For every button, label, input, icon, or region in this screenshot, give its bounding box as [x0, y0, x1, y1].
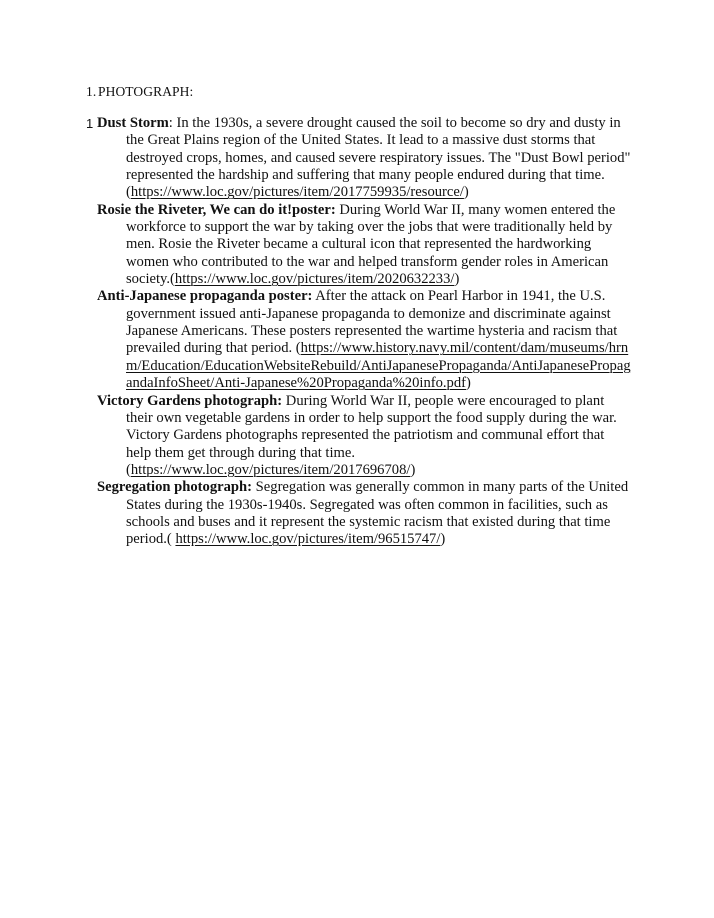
entry-body: After the attack on Pearl Harbor in 1941, the U.S. government issued anti-Japanese propaganda to demonize and discriminate against Japanese Americans. These posters represented the wartime hysteria and racism that prevailed during that period. ( [126, 288, 618, 357]
list-item-segregation [97, 479, 632, 548]
source-link[interactable]: https://www.loc.gov/pictures/item/2017696708/ [130, 461, 411, 478]
list-item-dust-storm [86, 115, 632, 202]
list-item-rosie-the-riveter [97, 201, 632, 289]
source-link[interactable]: https://www.loc.gov/pictures/item/96515747/ [175, 531, 441, 548]
source-link[interactable]: https://www.loc.gov/pictures/item/2020632233/ [174, 271, 455, 288]
section-heading [86, 84, 193, 100]
entry-title: Rosie the Riveter, We can do it!poster: [97, 201, 336, 218]
entry-tail: ) [463, 184, 469, 201]
list-item-anti-japanese-propaganda [97, 288, 632, 392]
source-link[interactable]: https://www.history.navy.mil/content/dam/museums/hrnm/Education/EducationWebsiteRebuild/AntiJapanesePropaganda/AntiJapanesePropagandaInfoSheet/Anti-Japanese%20Propaganda%20info.pdf [126, 340, 631, 392]
entry-title: Dust Storm [97, 115, 169, 131]
entry-body: During World War II, many women entered the workforce to support the war by taking over the jobs that were traditionally held by men. Rosie the Riveter became a cultural icon that represented the hardworking women who contributed to the war and helped transform gender roles in American society.( [126, 201, 616, 288]
entry-tail: ) [466, 375, 471, 392]
source-link[interactable]: https://www.loc.gov/pictures/item/2017759935/resource/ [130, 184, 464, 201]
entry-list [0, 115, 714, 549]
entry-body: In the 1930s, a severe drought caused the soil to become so dry and dusty in the Great Plains region of the United States. It lead to a massive dust storms that destroyed crops, homes, and caused severe respiratory issues. The "Dust Bowl period" represented the hardship and suffering that many people endured during that time. ( [126, 115, 631, 201]
entry-separator: : [168, 115, 177, 131]
entry-tail: ) [410, 461, 416, 478]
list-marker: 1 [86, 116, 94, 131]
entry-tail: ) [454, 271, 460, 288]
entry-body: During World War II, people were encouraged to plant their own vegetable gardens in order to help support the food supply during the war. Victory Gardens photographs represented the patriotism and communal effort that help them get through during that time. ( [126, 392, 617, 478]
entry-title: Anti-Japanese propaganda poster: [97, 288, 313, 305]
entry-body: Segregation was generally common in many parts of the United States during the 1930s-1940s. Segregated was often common in facilities, such as schools and buses and it represent the systemic racism that existed during that time period.( [126, 479, 629, 548]
entry-tail: ) [440, 531, 446, 548]
heading-text: PHOTOGRAPH: [98, 84, 194, 99]
entry-title: Victory Gardens photograph: [97, 392, 283, 409]
entry-title: Segregation photograph: [97, 479, 253, 496]
list-item-victory-gardens [97, 392, 632, 480]
heading-number: 1. [86, 84, 97, 99]
